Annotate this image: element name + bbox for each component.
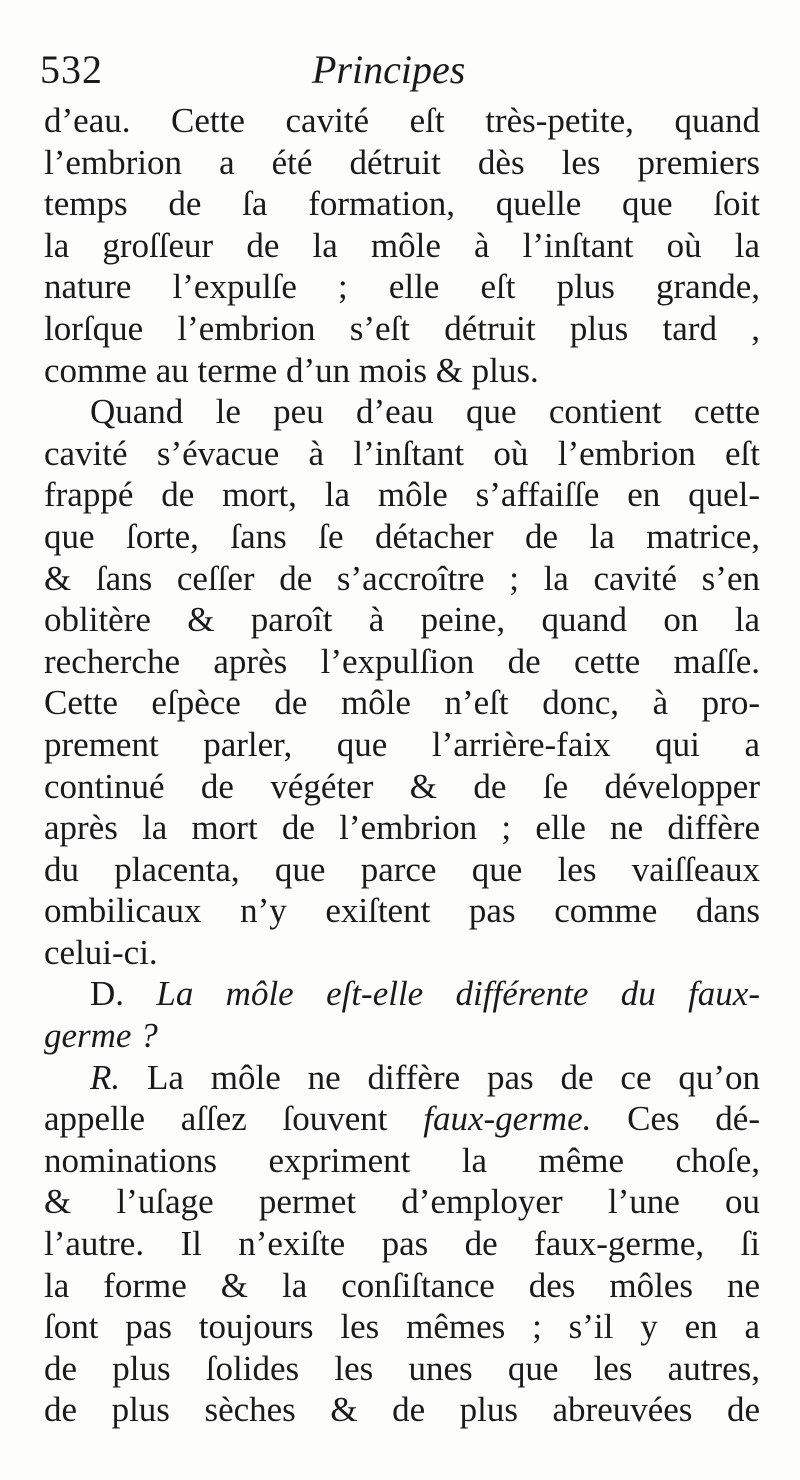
text-line: & ſans ceſſer de s’accroître ; la cavité s’en <box>44 558 760 598</box>
text-line: oblitère & paroît à peine, quand on la <box>44 600 760 640</box>
answer-line: l’autre. Il n’exiſte pas de faux-germe, ſi <box>44 1224 760 1264</box>
text-line: prement parler, que l’arrière-faix qui a <box>44 724 760 764</box>
text-line: cavité s’évacue à l’inſtant où l’embrion eſt <box>44 433 760 473</box>
text-line: recherche après l’expulſion de cette maſſe. <box>44 641 760 681</box>
text-line: Cette eſpèce de môle n’eſt donc, à pro- <box>44 683 760 723</box>
page-number: 532 <box>40 47 103 92</box>
answer-block <box>44 1057 760 1431</box>
answer-text: appelle aſſez ſouvent <box>44 1099 388 1139</box>
answer-text: Ces dé- <box>627 1099 760 1139</box>
paragraph-1 <box>44 100 760 391</box>
answer-line <box>44 1098 760 1140</box>
running-head: Principes <box>312 47 466 92</box>
answer-line: de plus sèches & de plus abreuvées de <box>44 1390 760 1430</box>
text-line: après la mort de l’embrion ; elle ne diffère <box>44 808 760 848</box>
answer-line: la forme & la conſiſtance des môles ne <box>44 1265 760 1305</box>
text-line: frappé de mort, la môle s’affaiſſe en quel- <box>44 475 760 515</box>
answer-text: La môle ne diffère pas de ce qu’on <box>147 1057 760 1097</box>
question-line: germe ? <box>44 1016 158 1056</box>
answer-label: R. <box>90 1057 121 1097</box>
text-line: que ſorte, ſans ſe détacher de la matrice, <box>44 516 760 556</box>
text-line: Quand le peu d’eau que contient cette <box>90 392 760 432</box>
paragraph-2 <box>44 391 760 973</box>
question-line <box>44 973 760 1015</box>
text-line: comme au terme d’un mois & plus. <box>44 350 539 390</box>
question-text: La môle eſt-elle différente du faux- <box>156 974 760 1014</box>
question-block <box>44 973 760 1056</box>
text-line: l’embrion a été détruit dès les premiers <box>44 142 760 182</box>
text-line: d’eau. Cette cavité eſt très-petite, quand <box>44 101 760 140</box>
body-text <box>44 100 760 1431</box>
text-line: du placenta, que parce que les vaiſſeaux <box>44 849 760 889</box>
text-line: lorſque l’embrion s’eſt détruit plus tard , <box>44 308 760 348</box>
answer-line <box>44 1057 760 1099</box>
term-faux-germe: faux-germe. <box>423 1099 592 1139</box>
question-label: D. <box>90 974 125 1014</box>
page-header <box>40 46 760 102</box>
text-line: la groſſeur de la môle à l’inſtant où la <box>44 225 760 265</box>
answer-line: ſont pas toujours les mêmes ; s’il y en a <box>44 1307 760 1347</box>
text-line: celui-ci. <box>44 932 158 972</box>
answer-line: & l’uſage permet d’employer l’une ou <box>44 1182 760 1222</box>
text-line: nature l’expulſe ; elle eſt plus grande, <box>44 267 760 307</box>
answer-line: nominations expriment la même choſe, <box>44 1140 760 1180</box>
text-line: continué de végéter & de ſe développer <box>44 766 760 806</box>
text-line: ombilicaux n’y exiſtent pas comme dans <box>44 891 760 931</box>
text-line: temps de ſa formation, quelle que ſoit <box>44 184 760 224</box>
answer-line: de plus ſolides les unes que les autres, <box>44 1348 760 1388</box>
